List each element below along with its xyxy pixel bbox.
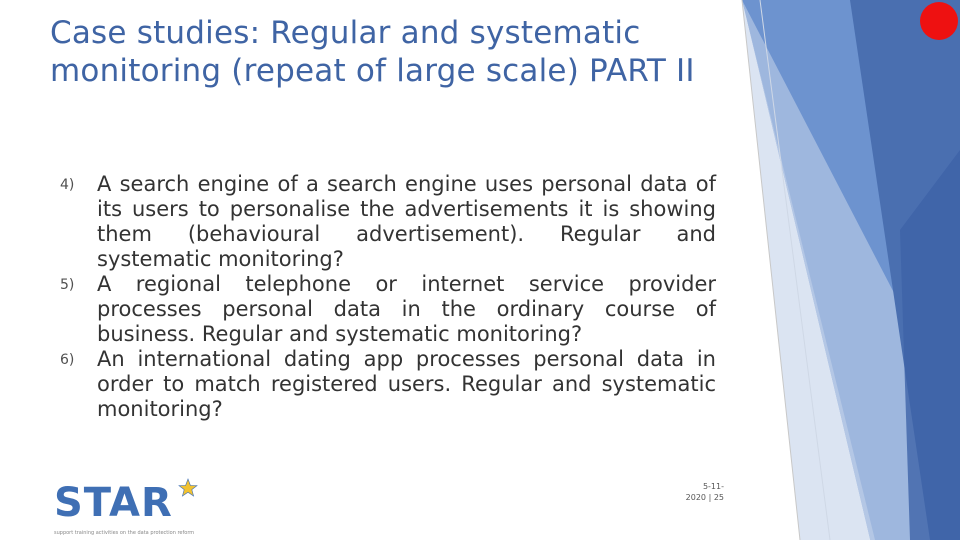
logo-tagline: support training activities on the data protection reform — [54, 530, 195, 536]
list-item — [60, 172, 716, 272]
list-item-text: A search engine of a search engine uses personal data of its users to personalise the advertisements it is showing them (behavioural advertisement). Regular and systematic monitoring? — [97, 172, 716, 271]
list-item-text: An international dating app processes personal data in order to match registered users. Regular and systematic monitoring? — [97, 347, 716, 421]
logo-text: STAR — [54, 480, 173, 526]
footer-date-page — [686, 492, 724, 503]
list-item-text: A regional telephone or internet service provider processes personal data in the ordinary course of business. Regular and systematic monitoring? — [97, 272, 716, 346]
list-item — [60, 347, 716, 422]
list-item-number: 6) — [60, 352, 75, 368]
slide-title — [50, 14, 740, 90]
star-icon — [178, 478, 198, 498]
list-item-number: 5) — [60, 277, 75, 293]
star-logo — [54, 478, 204, 538]
list-item — [60, 272, 716, 347]
title-line-1: Case studies: Regular and systematic — [50, 15, 641, 51]
footer-date-line-2: 2020 — [685, 493, 707, 502]
slide-footer — [686, 481, 724, 503]
footer-separator: | — [708, 493, 712, 502]
case-list — [60, 172, 716, 422]
red-circle-icon[interactable] — [920, 2, 958, 40]
footer-date-line-1: 5-11- — [702, 482, 724, 491]
page-number: 25 — [713, 493, 724, 502]
list-item-number: 4) — [60, 177, 75, 193]
title-line-2: monitoring (repeat of large scale) PART II — [50, 53, 695, 89]
